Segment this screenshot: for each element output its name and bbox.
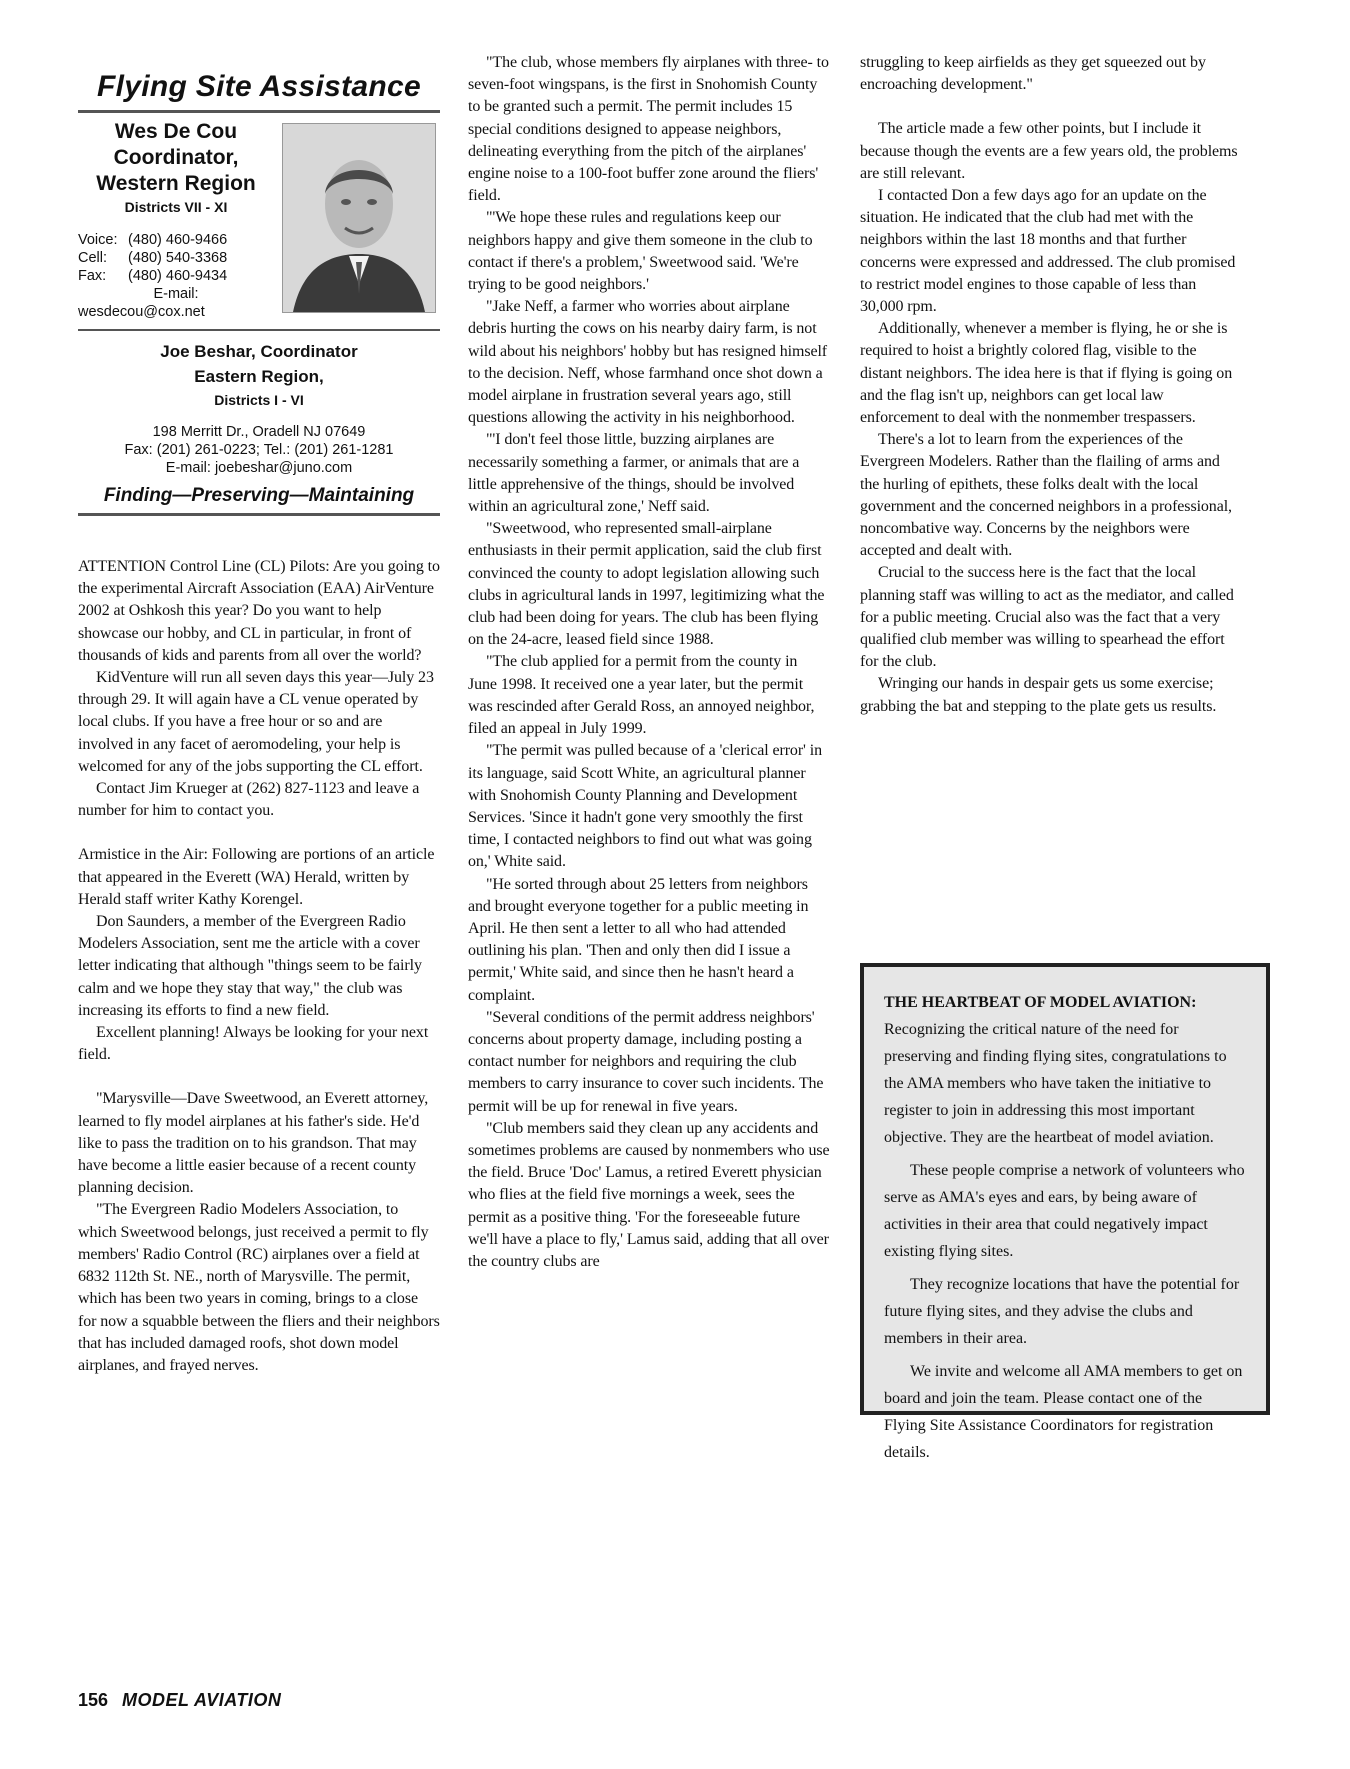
- heartbeat-sidebar: [860, 963, 1270, 1461]
- paragraph: "The club, whose members fly airplanes with three- to seven-foot wingspans, is the first in Snohomish County to be granted such a permit. The permit includes 15 special conditions designed to appease neighbors, delineating everything from the pitch of the airplanes' engine noise to a 100-foot buffer zone around the fliers' field.: [468, 54, 829, 205]
- email-label: E-mail:: [153, 286, 199, 302]
- coordinator-west: [78, 119, 440, 321]
- paragraph: "Sweetwood, who represented small-airplane enthusiasts in their permit application, said the club first convinced the county to adopt legislation allowing such clubs in agricultural lands in 1997, legitimizing what the club had been doing for years. The club has been flying on the 24-acre, leased field since 1988.: [468, 520, 825, 649]
- cell-label: Cell:: [78, 250, 108, 266]
- paragraph: The article made a few other points, but I include it because though the events are a few years old, the problems are still relevant.: [860, 120, 1238, 182]
- paragraph: struggling to keep airfields as they get squeezed out by encroaching development.": [860, 54, 1206, 94]
- sidebar-p1-text: Recognizing the critical nature of the need for preserving and finding flying sites, congratulations to the AMA members who have taken the initiative to register to join in addressing this most important objective. They are the heartbeat of model aviation.: [884, 1021, 1227, 1146]
- page-footer: [78, 1690, 281, 1711]
- paragraph: Wringing our hands in despair gets us some exercise; grabbing the bat and stepping to the plate gets us results.: [860, 675, 1217, 715]
- paragraph: Contact Jim Krueger at (262) 827-1123 and leave a number for him to contact you.: [78, 780, 420, 820]
- column-3: [860, 52, 1238, 718]
- paragraph: Additionally, whenever a member is flying, he or she is required to hoist a brightly colored flag, visible to the distant neighbors. The idea here is that if flying is going on and the flag isn't up, neighbors can get local law enforcement to deal with the nonmember trespassers.: [860, 320, 1233, 427]
- paragraph: "The permit was pulled because of a 'clerical error' in its language, said Scott White, an agricultural planner with Snohomish County Planning and Development Services. 'Since it hadn't gone very smoothly the first time, I contacted neighbors to find out what was going on,' White said.: [468, 742, 822, 871]
- section-title: Flying Site Assistance: [97, 70, 421, 103]
- column-2: [468, 52, 830, 1273]
- paragraph: Armistice in the Air: Following are portions of an article that appeared in the Everett (WA) Herald, written by Herald staff writer Kathy Korengel.: [78, 846, 435, 908]
- sidebar-paragraph: [884, 989, 1246, 1151]
- paragraph: "Jake Neff, a farmer who worries about airplane debris hurting the cows on his nearby dairy farm, is not wild about his neighbors' hobby but has resigned himself to the decision. Neff, whose farmhand once shot down a model airplane in frustration several years ago, still questions allowing the activity in his neighborhood.: [468, 298, 828, 427]
- tagline: Finding—Preserving—Maintaining: [103, 485, 415, 506]
- column-3-text: [860, 52, 1238, 718]
- paragraph: "The Evergreen Radio Modelers Association, to which Sweetwood belongs, just received a permit to fly members' Radio Control (RC) airplanes over a field at 6832 112th St. NE., north of Marysville. The permit, which has been two years in coming, brings to a close for now a squabble between the fliers and their neighbors that has included damaged roofs, shot down model airplanes, and frayed nerves.: [78, 1201, 440, 1374]
- sidebar-paragraph: These people comprise a network of volunteers who serve as AMA's eyes and ears, by being aware of activities in their area that could negatively impact existing flying sites.: [884, 1162, 1245, 1260]
- sidebar-paragraph: We invite and welcome all AMA members to get on board and join the team. Please contact one of the Flying Site Assistance Coordinators for registration details.: [884, 1363, 1243, 1461]
- paragraph: Excellent planning! Always be looking for your next field.: [78, 1024, 429, 1064]
- column-1: [78, 52, 440, 1377]
- column-2-text: [468, 52, 830, 1273]
- west-fax: (480) 460-9434: [128, 268, 228, 284]
- sidebar-lead: THE HEARTBEAT OF MODEL AVIATION:: [884, 994, 1197, 1011]
- title-rule: [78, 110, 440, 113]
- west-districts: Districts VII - XI: [124, 199, 228, 215]
- west-region: Western Region: [96, 172, 256, 195]
- paragraph: "The club applied for a permit from the county in June 1998. It received one a year later, but the permit was rescinded after Gerald Ross, an annoyed neighbor, filed an appeal in July 1999.: [468, 653, 815, 738]
- sidebar-paragraph: They recognize locations that have the potential for future flying sites, and they advise the clubs and members in their area.: [884, 1276, 1240, 1347]
- voice-label: Voice:: [78, 232, 118, 248]
- east-districts: Districts I - VI: [214, 392, 304, 408]
- coordinator-east: [78, 339, 440, 477]
- west-email: wesdecou@cox.net: [78, 304, 205, 320]
- east-email: E-mail: joebeshar@juno.com: [165, 460, 353, 476]
- paragraph: "Several conditions of the permit address neighbors' concerns about property damage, including posting a contact number for neighbors and requiring the club members to carry insurance to cover such incidents. The permit will be up for renewal in five years.: [468, 1008, 824, 1115]
- west-voice: (480) 460-9466: [128, 232, 228, 248]
- west-name: Wes De Cou: [114, 120, 238, 143]
- paragraph: "'We hope these rules and regulations keep our neighbors happy and give them someone in the club to contact if there's a problem,' Sweetwood said. 'We're trying to be good neighbors.': [468, 209, 813, 294]
- paragraph: "'I don't feel those little, buzzing airplanes are necessarily something a farmer, or animals that are a little apprehensive of the things, should be involved within an agricultural zone,' Neff said.: [468, 431, 800, 516]
- paragraph: Don Saunders, a member of the Evergreen Radio Modelers Association, sent me the article with a cover letter indicating that although "things seem to be fairly calm and we hope they stay that way," the club was increasing its efforts to find a new field.: [78, 913, 422, 1019]
- contact-rule: [78, 329, 440, 331]
- east-phones: Fax: (201) 261-0223; Tel.: (201) 261-1281: [124, 442, 394, 458]
- magazine-name: MODEL AVIATION: [122, 1690, 282, 1710]
- west-role: Coordinator,: [113, 146, 239, 169]
- west-cell: (480) 540-3368: [128, 250, 228, 266]
- paragraph: Crucial to the success here is the fact that the local planning staff was willing to act as the mediator, and called for a public meeting. Crucial also was the fact that a very qualified club member was willing to spearhead the effort for the club.: [860, 564, 1234, 671]
- paragraph: "Marysville—Dave Sweetwood, an Everett attorney, learned to fly model airplanes at his father's side. He'd like to pass the tradition on to his grandson. That may have become a little easier because of a recent county planning decision.: [78, 1090, 429, 1197]
- paragraph: "Club members said they clean up any accidents and sometimes problems are caused by nonmembers who use the field. Bruce 'Doc' Lamus, a retired Everett physician who flies at the field five mornings a week, sees the permit as a positive thing. 'For the foreseeable future we'll have a place to fly,' Lamus said, adding that all over the country clubs are: [468, 1119, 830, 1270]
- east-name: Joe Beshar, Coordinator: [160, 342, 358, 361]
- paragraph: "He sorted through about 25 letters from neighbors and brought everyone together for a public meeting in April. He then sent a letter to all who had attended outlining his plan. 'Then and only then did I issue a permit,' White said, and since then he hasn't heard a complaint.: [468, 875, 809, 1004]
- east-region: Eastern Region,: [194, 367, 324, 386]
- paragraph: ATTENTION Control Line (CL) Pilots: Are you going to the experimental Aircraft Association (EAA) AirVenture 2002 at Oshkosh this year? Do you want to help showcase our hobby, and CL in particular, in front of thousands of kids and parents from all over the world?: [78, 558, 440, 664]
- fax-label: Fax:: [78, 268, 107, 284]
- paragraph: There's a lot to learn from the experiences of the Evergreen Modelers. Rather than the flailing of arms and the hurling of epithets, these folks dealt with the local government and the concerned neighbors in a professional, noncombative way. Concerns by the neighbors were accepted and dealt with.: [860, 431, 1232, 560]
- column-1-text: [78, 556, 440, 1377]
- paragraph: KidVenture will run all seven days this year—July 23 through 29. It will again have a CL venue operated by local clubs. If you have a free hour or so and are involved in any facet of aeromodeling, your help is welcomed for any of the jobs supporting the CL effort.: [78, 669, 434, 775]
- page-number: 156: [78, 1690, 109, 1710]
- paragraph: I contacted Don a few days ago for an update on the situation. He indicated that the club had met with the neighbors within the last 18 months and that further concerns were expressed and addressed. The club promised to restrict model engines to those capable of less than 30,000 rpm.: [860, 187, 1236, 316]
- east-address: 198 Merritt Dr., Oradell NJ 07649: [152, 424, 366, 440]
- tagline-rule: [78, 513, 440, 516]
- coordinator-photo: [282, 123, 436, 313]
